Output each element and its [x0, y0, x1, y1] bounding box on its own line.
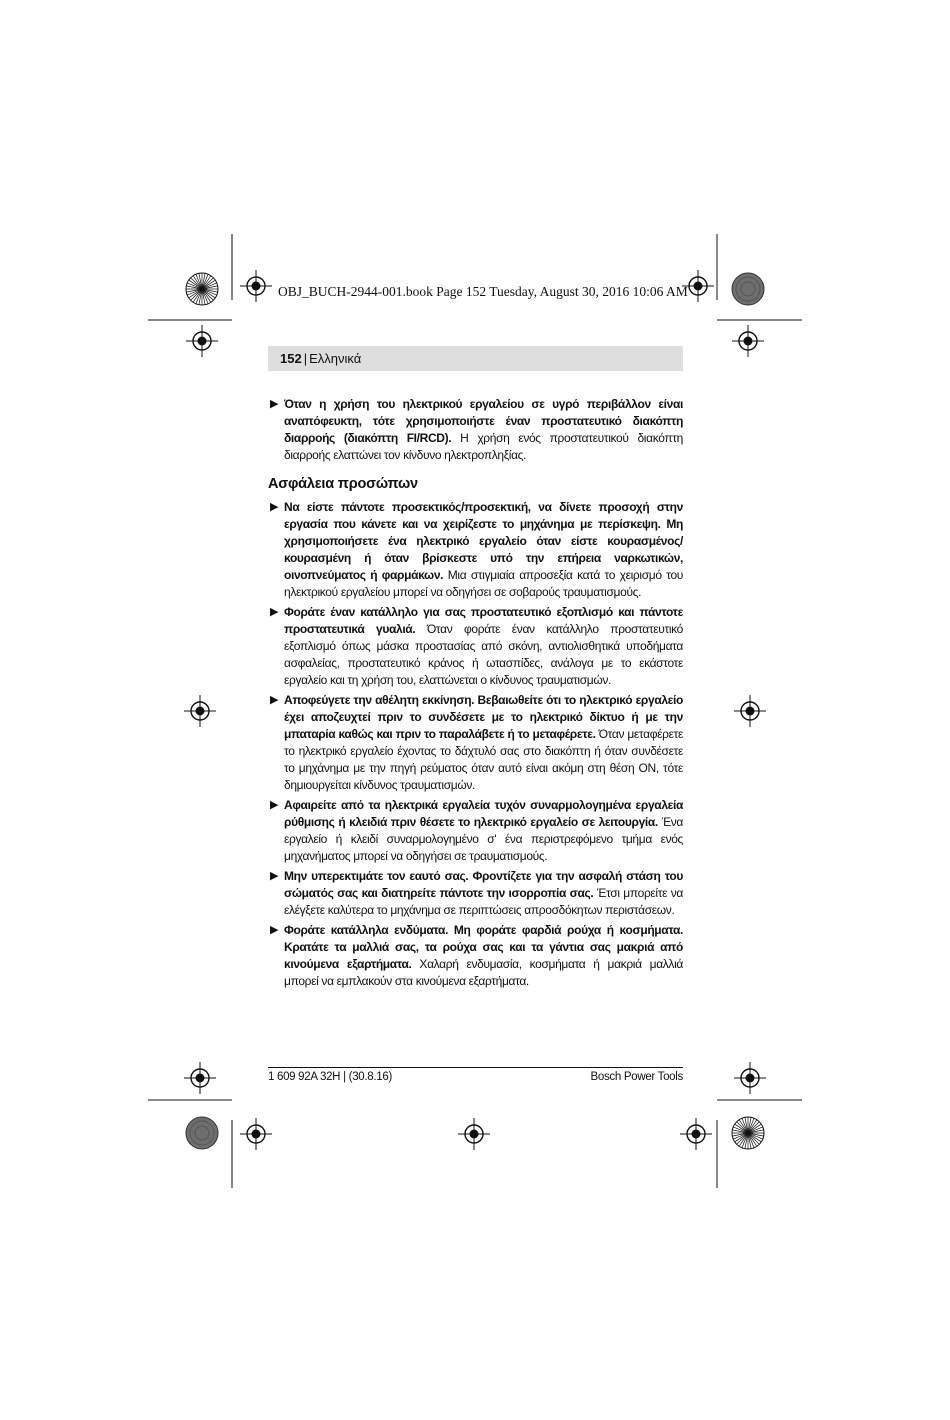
item-text: Η χρήση ενός προστατευτικού διακόπτη διαρροής ελαττώνει τον κίνδυνο ηλεκτροπληξίας. — [284, 431, 683, 462]
item-text: Ένα εργαλείο ή κλειδί συναρμολογημένο σ' ένα περιστρεφόμενο τμήμα ενός μηχανήματος μπορεί να οδηγήσει σε τραυματισμούς. — [284, 815, 683, 863]
bullet-triangle-icon: ▶ — [270, 924, 279, 936]
item-text: Όταν μεταφέρετε το ηλεκτρικό εργαλείο έχοντας το δάχτυλό σας στο διακόπτη ή όταν συνδέσετε το μηχάνημα με την πηγή ρεύματος όταν αυτό είναι ακόμη στη θέση ON, τότε δημιουργείται κίνδυνος τραυματισμών. — [284, 727, 683, 792]
item-bold-text: Μην υπερεκτιμάτε τον εαυτό σας. Φροντίζετε για την ασφαλή στάση του σώματός σας και διατηρείτε πάντοτε την ισορροπία σας. — [284, 869, 683, 900]
item-bold-text: Αφαιρείτε από τα ηλεκτρικά εργαλεία τυχόν συναρμολογημένα εργαλεία ρύθμισης ή κλειδιά πριν θέσετε το ηλεκτρικό εργαλείο σε λειτουργία. — [284, 798, 683, 829]
list-item — [268, 396, 683, 464]
list-item — [268, 868, 683, 919]
item-bold-text: Όταν η χρήση του ηλεκτρικού εργαλείου σε υγρό περιβάλλον είναι αναπόφευκτη, τότε χρησιμοποιήστε έναν προστατευτικό διακόπτη διαρροής (διακόπτη FI/RCD). — [284, 397, 683, 445]
item-text: Χαλαρή ενδυμασία, κοσμήματα ή μακριά μαλλιά μπορεί να εμπλακούν στα κινούμενα εξαρτήματα. — [284, 957, 683, 988]
item-bold-text: Φοράτε έναν κατάλληλο για σας προστατευτικό εξοπλισμό και πάντοτε προστατευτικά γυαλιά. — [284, 605, 683, 636]
page-header-bar — [268, 346, 683, 371]
item-text: Μια στιγμιαία απροσεξία κατά το χειρισμό του ηλεκτρικού εργαλείου μπορεί να οδηγήσει σε σοβαρούς τραυματισμούς. — [284, 568, 683, 599]
footer-brand: Bosch Power Tools — [590, 1071, 683, 1083]
list-item — [268, 797, 683, 865]
item-text: Έτσι μπορείτε να ελέγξετε καλύτερα το μηχάνημα σε περιπτώσεις απροσδόκητων περιστάσεων. — [284, 886, 683, 917]
bullet-triangle-icon: ▶ — [270, 606, 279, 618]
page-number: 152 — [280, 351, 302, 366]
page-language: Ελληνικά — [309, 351, 362, 366]
item-bold-text: Να είστε πάντοτε προσεκτικός/προσεκτική, να δίνετε προσοχή στην εργασία που κάνετε και να χειρίζεστε το μηχάνημα με περίσκεψη. Μη χρησιμοποιήσετε ένα ηλεκτρικό εργαλείο όταν είστε κουρασμένος/κουρασμένη ή όταν βρίσκεστε υπό την επήρεια ναρκωτικών, οινοπνεύματος ή φαρμάκων. — [284, 500, 683, 582]
list-item — [268, 692, 683, 794]
footer-rule — [268, 1067, 683, 1068]
item-bold-text: Φοράτε κατάλληλα ενδύματα. Μη φοράτε φαρδιά ρούχα ή κοσμήματα. Κρατάτε τα μαλλιά σας, τα ρούχα σας και τα γάντια σας μακριά από κινούμενα εξαρτήματα. — [284, 923, 683, 971]
item-bold-text: Αποφεύγετε την αθέλητη εκκίνηση. Βεβαιωθείτε ότι το ηλεκτρικό εργαλείο έχει αποζευχτεί πριν το συνδέσετε με το ηλεκτρικό δίκτυο ή με την μπαταρία καθώς και πριν το παραλάβετε ή το μεταφέρετε. — [284, 693, 683, 741]
print-header: OBJ_BUCH-2944-001.book Page 152 Tuesday, August 30, 2016 10:06 AM — [278, 284, 688, 299]
bullet-triangle-icon: ▶ — [270, 799, 279, 811]
item-text: Όταν φοράτε έναν κατάλληλο προστατευτικό εξοπλισμό όπως μάσκα προστασίας από σκόνη, αντιολισθητικά υποδήματα ασφαλείας, προστατευτικό κράνος ή ωτασπίδες, ανάλογα με το εκάστοτε εργαλείο και τη χρήση του, ελαττώνεται ο κίνδυνος τραυματισμών. — [284, 622, 683, 687]
bullet-triangle-icon: ▶ — [270, 870, 279, 882]
page-content — [268, 396, 683, 993]
bullet-triangle-icon: ▶ — [270, 398, 279, 410]
bullet-triangle-icon: ▶ — [270, 501, 279, 513]
header-separator: | — [303, 351, 308, 366]
list-item — [268, 922, 683, 990]
list-item — [268, 604, 683, 689]
footer-doc-number: 1 609 92A 32H | (30.8.16) — [268, 1071, 392, 1083]
section-title: Ασφάλεια προσώπων — [268, 476, 418, 492]
bullet-triangle-icon: ▶ — [270, 694, 279, 706]
list-item — [268, 499, 683, 601]
